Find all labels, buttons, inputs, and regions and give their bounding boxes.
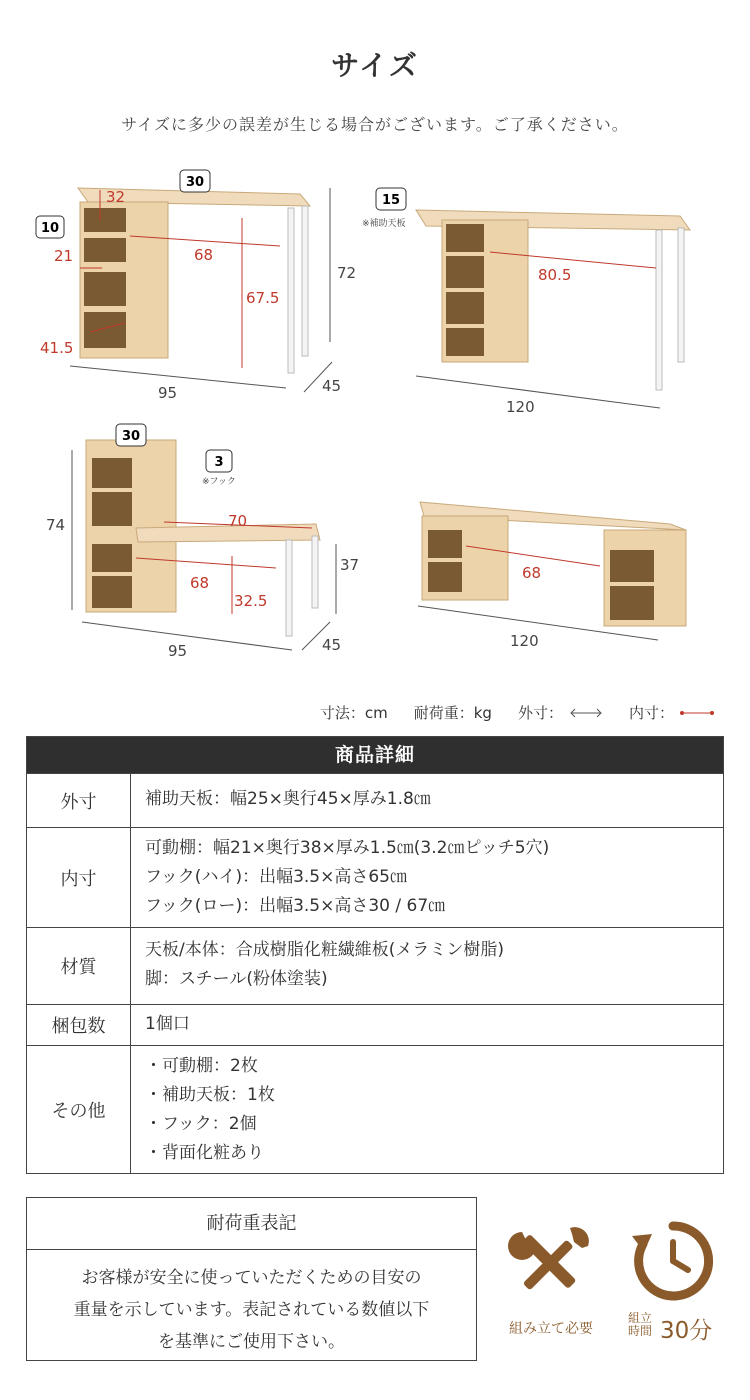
d1-load-top: 30 <box>185 175 205 190</box>
d3-load-hook: 3 <box>214 455 224 470</box>
d3-inner-w: 68 <box>190 574 210 592</box>
load-note-line: お客様が安全に使っていただくための目安の <box>81 1268 422 1288</box>
d1-inner-w: 68 <box>194 246 214 264</box>
spec-table <box>26 736 724 1174</box>
spec-line: ・補助天板：1枚 <box>145 1085 275 1105</box>
dimension-legend <box>320 702 714 723</box>
d3-inner-h: 32.5 <box>234 592 268 610</box>
spec-value <box>131 1005 723 1045</box>
time-label-1: 組立 <box>628 1311 653 1325</box>
d3-inner-w-top: 70 <box>228 512 248 530</box>
d1-inner-h: 67.5 <box>246 289 280 307</box>
spec-key: 内寸 <box>27 828 131 927</box>
load-note-body <box>27 1250 476 1370</box>
time-value: 30分 <box>660 1318 713 1344</box>
d1-height: 72 <box>337 264 357 282</box>
spec-row <box>27 1004 723 1045</box>
diagram-desk-120-a <box>360 180 720 420</box>
legend-outer: 外寸： <box>517 704 563 722</box>
spec-line: 可動棚：幅21×奥行38×厚み1.5㎝(3.2㎝ピッチ5穴) <box>145 838 550 858</box>
diagram-desk-95-a <box>30 160 370 410</box>
spec-row <box>27 1045 723 1173</box>
d2-width: 120 <box>506 398 535 416</box>
d3-depth: 45 <box>322 636 342 654</box>
load-note-title: 耐荷重表記 <box>27 1198 476 1250</box>
spec-line: ・フック：2個 <box>145 1114 257 1134</box>
spec-line: ・可動棚：2枚 <box>145 1056 258 1076</box>
clock-icon <box>628 1216 718 1306</box>
spec-line: ・背面化粧あり <box>145 1143 264 1163</box>
spec-value <box>131 774 723 827</box>
spec-line: フック(ロー)：出幅3.5×高さ30 / 67㎝ <box>145 896 446 916</box>
spec-value <box>131 928 723 1004</box>
spec-key: 材質 <box>27 928 131 1004</box>
d3-height: 74 <box>46 516 66 534</box>
d4-inner-w: 68 <box>522 564 542 582</box>
inner-line-icon <box>680 708 714 718</box>
spec-row <box>27 773 723 827</box>
legend-unit: 寸法：cm <box>319 704 388 722</box>
load-note-line: を基準にご使用下さい。 <box>158 1332 345 1352</box>
spec-key: 梱包数 <box>27 1005 131 1045</box>
d3-hook-note: ※フック <box>202 477 236 487</box>
spec-key: 外寸 <box>27 774 131 827</box>
spec-row <box>27 927 723 1004</box>
d1-width: 95 <box>158 384 178 402</box>
d1-load-shelf: 10 <box>40 221 60 236</box>
spec-line: 脚：スチール(粉体塗装) <box>145 969 328 989</box>
d2-inner-w: 80.5 <box>538 266 572 284</box>
page-title: サイズ <box>331 49 419 82</box>
d2-load: 15 <box>381 193 401 208</box>
spec-line: 1個口 <box>145 1014 190 1034</box>
assembly-label: 組み立て必要 <box>509 1321 593 1337</box>
spec-value <box>131 1046 723 1173</box>
d3-width: 95 <box>168 642 188 660</box>
load-note-box <box>26 1197 477 1361</box>
d1-depth: 45 <box>322 377 342 395</box>
spec-row <box>27 827 723 927</box>
spec-line: 補助天板：幅25×奥行45×厚み1.8㎝ <box>145 789 431 809</box>
diagram-desk-95-b <box>40 418 370 668</box>
spec-title: 商品詳細 <box>27 737 723 773</box>
d1-shelf-w: 21 <box>54 247 74 265</box>
spec-line: 天板/本体：合成樹脂化粧繊維板(メラミン樹脂) <box>145 940 504 960</box>
d1-shelf-low: 41.5 <box>40 339 74 357</box>
legend-load-unit: 耐荷重：kg <box>413 704 492 722</box>
d2-load-note: ※補助天板 <box>362 219 406 229</box>
d1-shelf-h: 32 <box>106 188 126 206</box>
outer-arrow-icon <box>569 708 603 718</box>
assembly-time-badge <box>622 1216 726 1346</box>
spec-line: フック(ハイ)：出幅3.5×高さ65㎝ <box>145 867 407 887</box>
spec-key: その他 <box>27 1046 131 1173</box>
d3-desk-h: 37 <box>340 556 360 574</box>
legend-inner: 内寸： <box>628 704 674 722</box>
spec-value <box>131 828 723 927</box>
tools-icon <box>508 1222 594 1308</box>
load-note-line: 重量を示しています。表記されている数値以下 <box>73 1300 430 1320</box>
assembly-badge <box>494 1222 608 1338</box>
d4-width: 120 <box>510 632 539 650</box>
page-subtitle: サイズに多少の誤差が生じる場合がございます。ご了承ください。 <box>121 115 629 134</box>
d3-load-top: 30 <box>121 429 141 444</box>
time-label-2: 時間 <box>628 1324 653 1338</box>
diagram-desk-120-b <box>400 490 710 660</box>
